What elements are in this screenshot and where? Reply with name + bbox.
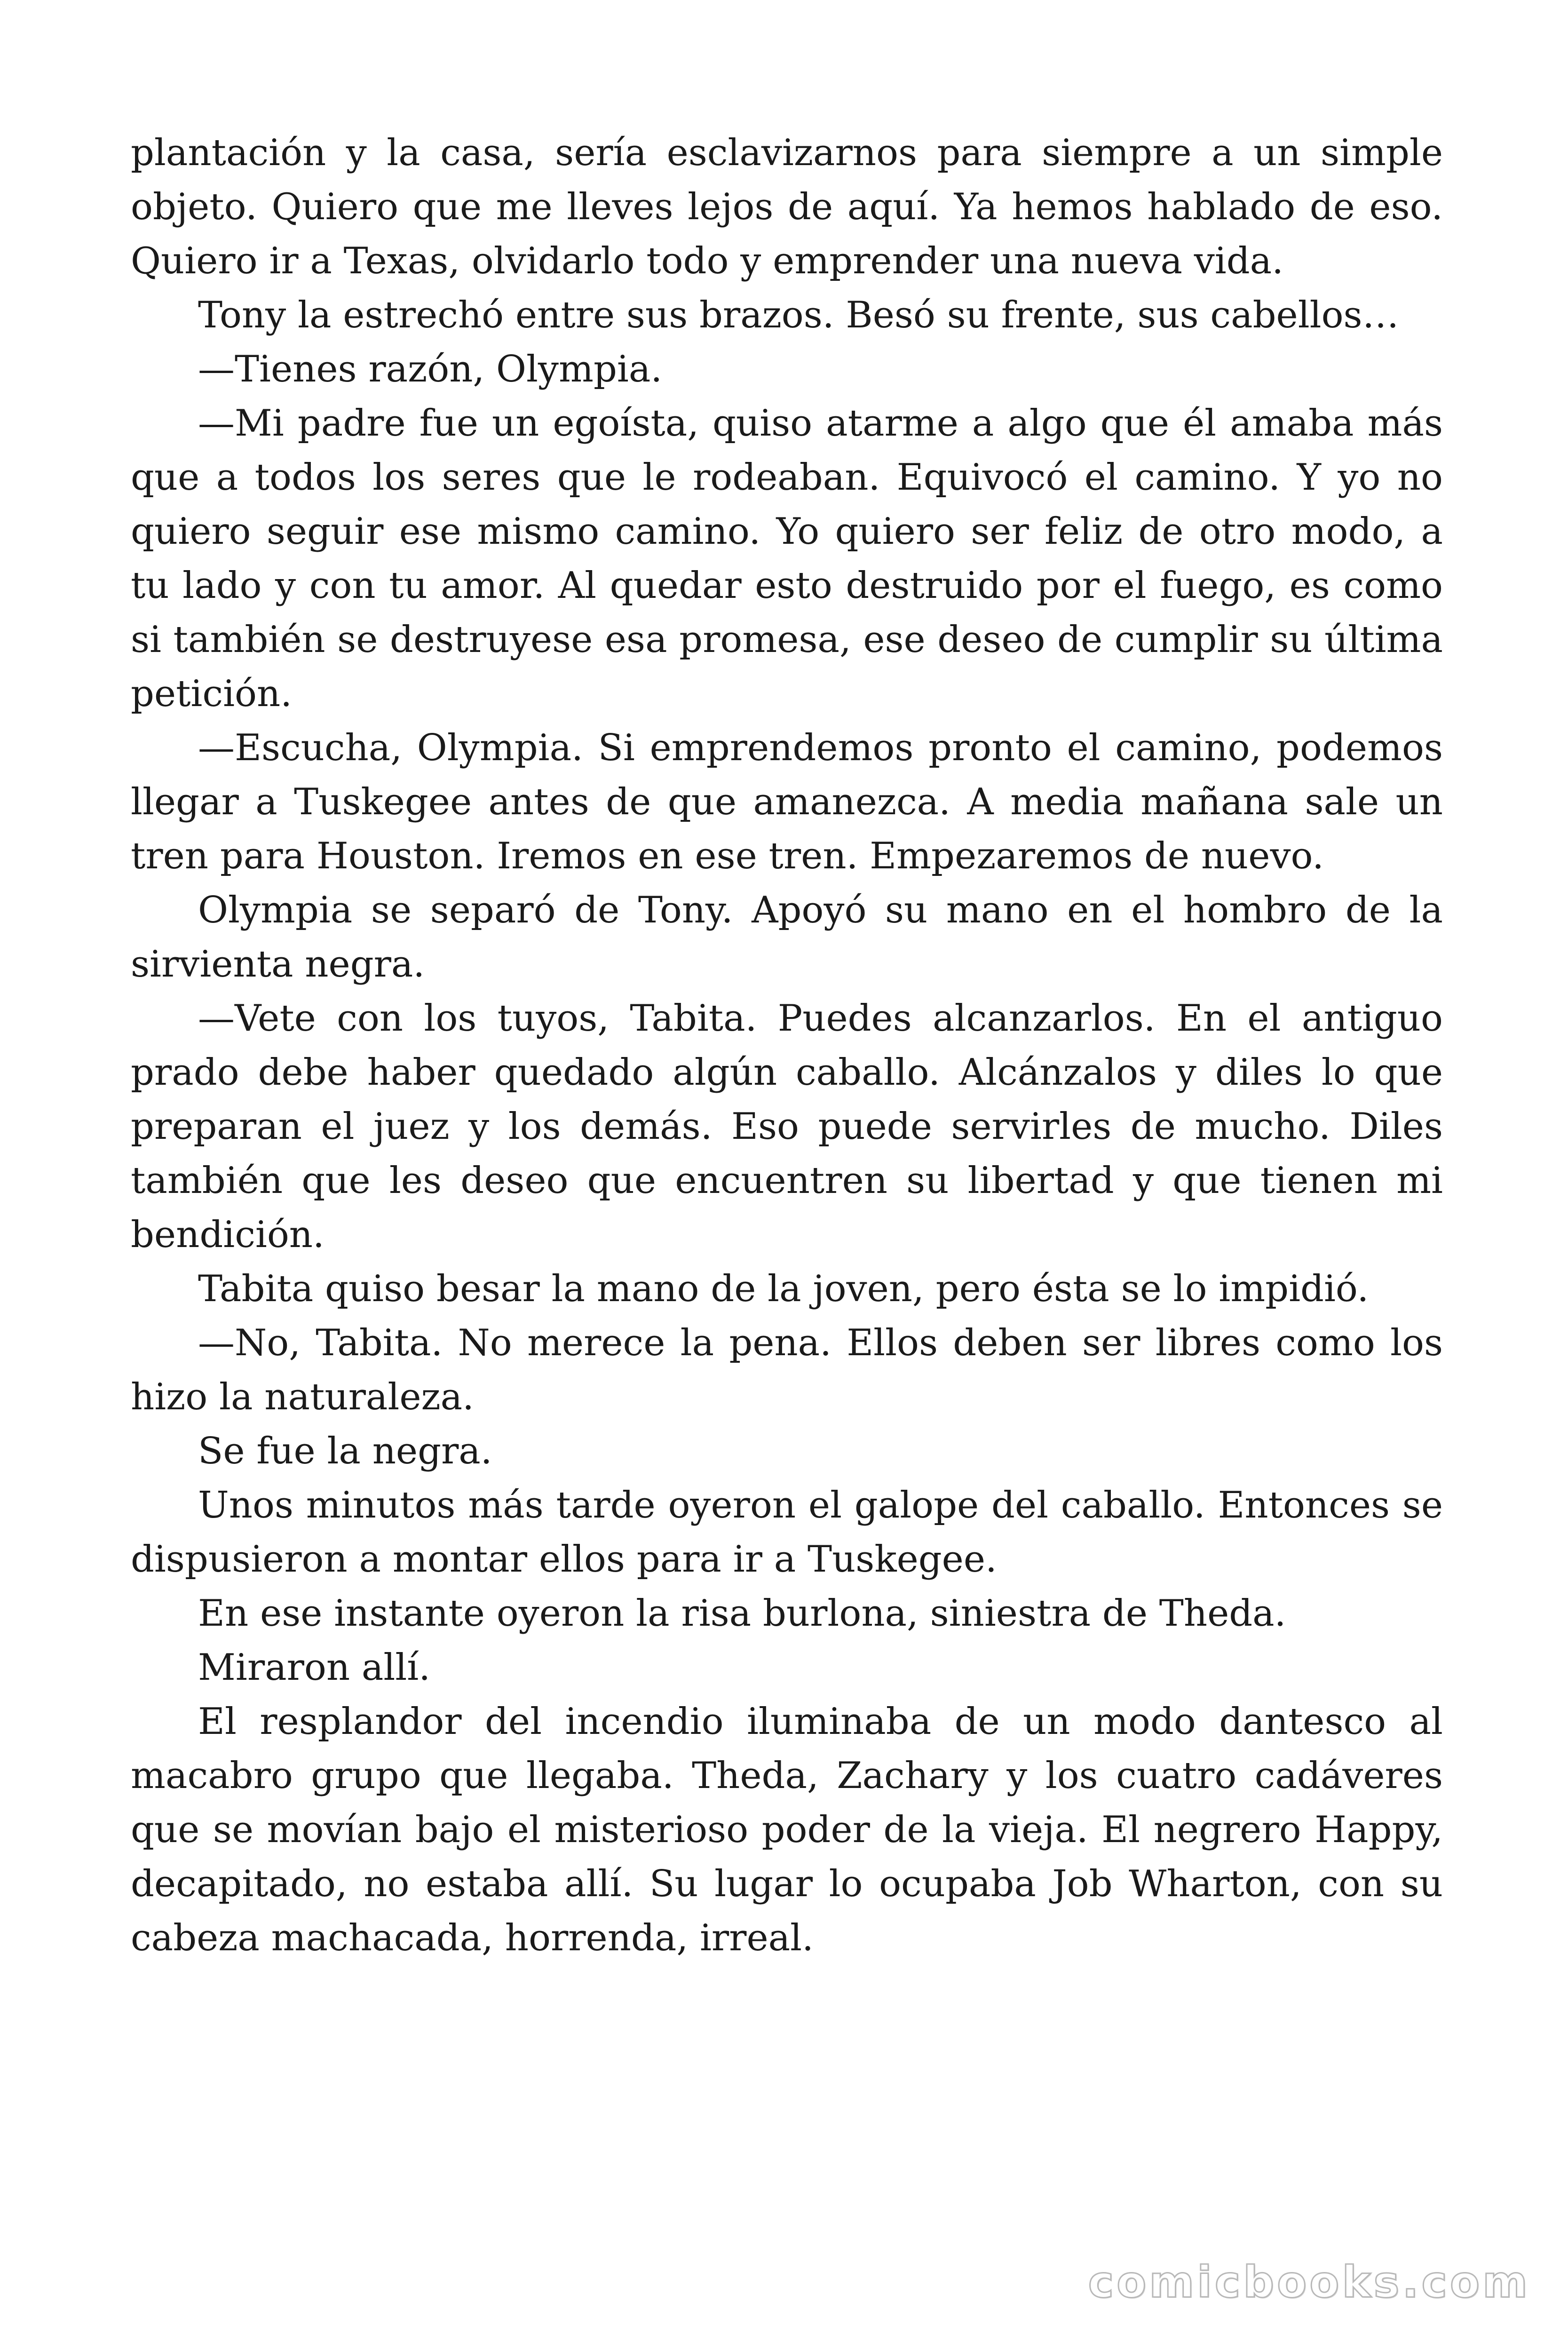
paragraph: El resplandor del incendio iluminaba de un modo dantesco al macabro grupo que llegaba. Theda, Zachary y los cuatro cadáveres que se movían bajo el misterioso poder de la vieja. El negrero Happy, decapitado, no estaba allí. Su lugar lo ocupaba Job Wharton, con su cabeza machacada, horrenda, irreal. xyxy=(131,1700,1443,1959)
dialogue-paragraph: —Mi padre fue un egoísta, quiso atarme a algo que él amaba más que a todos los seres que le rodeaban. Equivocó el camino. Y yo no quiero seguir ese mismo camino. Yo quiero ser feliz de otro modo, a tu lado y con tu amor. Al quedar esto destruido por el fuego, es como si también se destruyese esa promesa, ese deseo de cumplir su última petición. xyxy=(131,402,1443,715)
paragraph-continuation: plantación y la casa, sería esclavizarnos para siempre a un simple objeto. Quiero que me lleves lejos de aquí. Ya hemos hablado de eso. Quiero ir a Texas, olvidarlo todo y emprender una nueva vida. xyxy=(131,132,1443,282)
watermark: comicbooks.com xyxy=(1088,2257,1530,2307)
paragraph: Olympia se separó de Tony. Apoyó su mano en el hombro de la sirvienta negra. xyxy=(131,889,1443,985)
dialogue-paragraph: —Escucha, Olympia. Si emprendemos pronto el camino, podemos llegar a Tuskegee antes de que amanezca. A media mañana sale un tren para Houston. Iremos en ese tren. Empezaremos de nuevo. xyxy=(131,727,1443,877)
paragraph: Unos minutos más tarde oyeron el galope del caballo. Entonces se dispusieron a montar ellos para ir a Tuskegee. xyxy=(131,1484,1443,1581)
paragraph: Miraron allí. xyxy=(198,1646,431,1689)
paragraph: Tabita quiso besar la mano de la joven, pero ésta se lo impidió. xyxy=(198,1268,1369,1310)
dialogue-paragraph: —Tienes razón, Olympia. xyxy=(198,348,663,390)
dialogue-paragraph: —Vete con los tuyos, Tabita. Puedes alcanzarlos. En el antiguo prado debe haber quedado algún caballo. Alcánzalos y diles lo que preparan el juez y los demás. Eso puede servirles de mucho. Diles también que les deseo que encuentren su libertad y que tienen mi bendición. xyxy=(131,997,1443,1256)
paragraph: En ese instante oyeron la risa burlona, siniestra de Theda. xyxy=(198,1592,1286,1635)
paragraph: Tony la estrechó entre sus brazos. Besó su frente, sus cabellos… xyxy=(198,294,1399,336)
dialogue-paragraph: —No, Tabita. No merece la pena. Ellos deben ser libres como los hizo la naturaleza. xyxy=(131,1322,1443,1418)
paragraph: Se fue la negra. xyxy=(198,1430,492,1472)
page-body-text xyxy=(131,126,1443,1965)
